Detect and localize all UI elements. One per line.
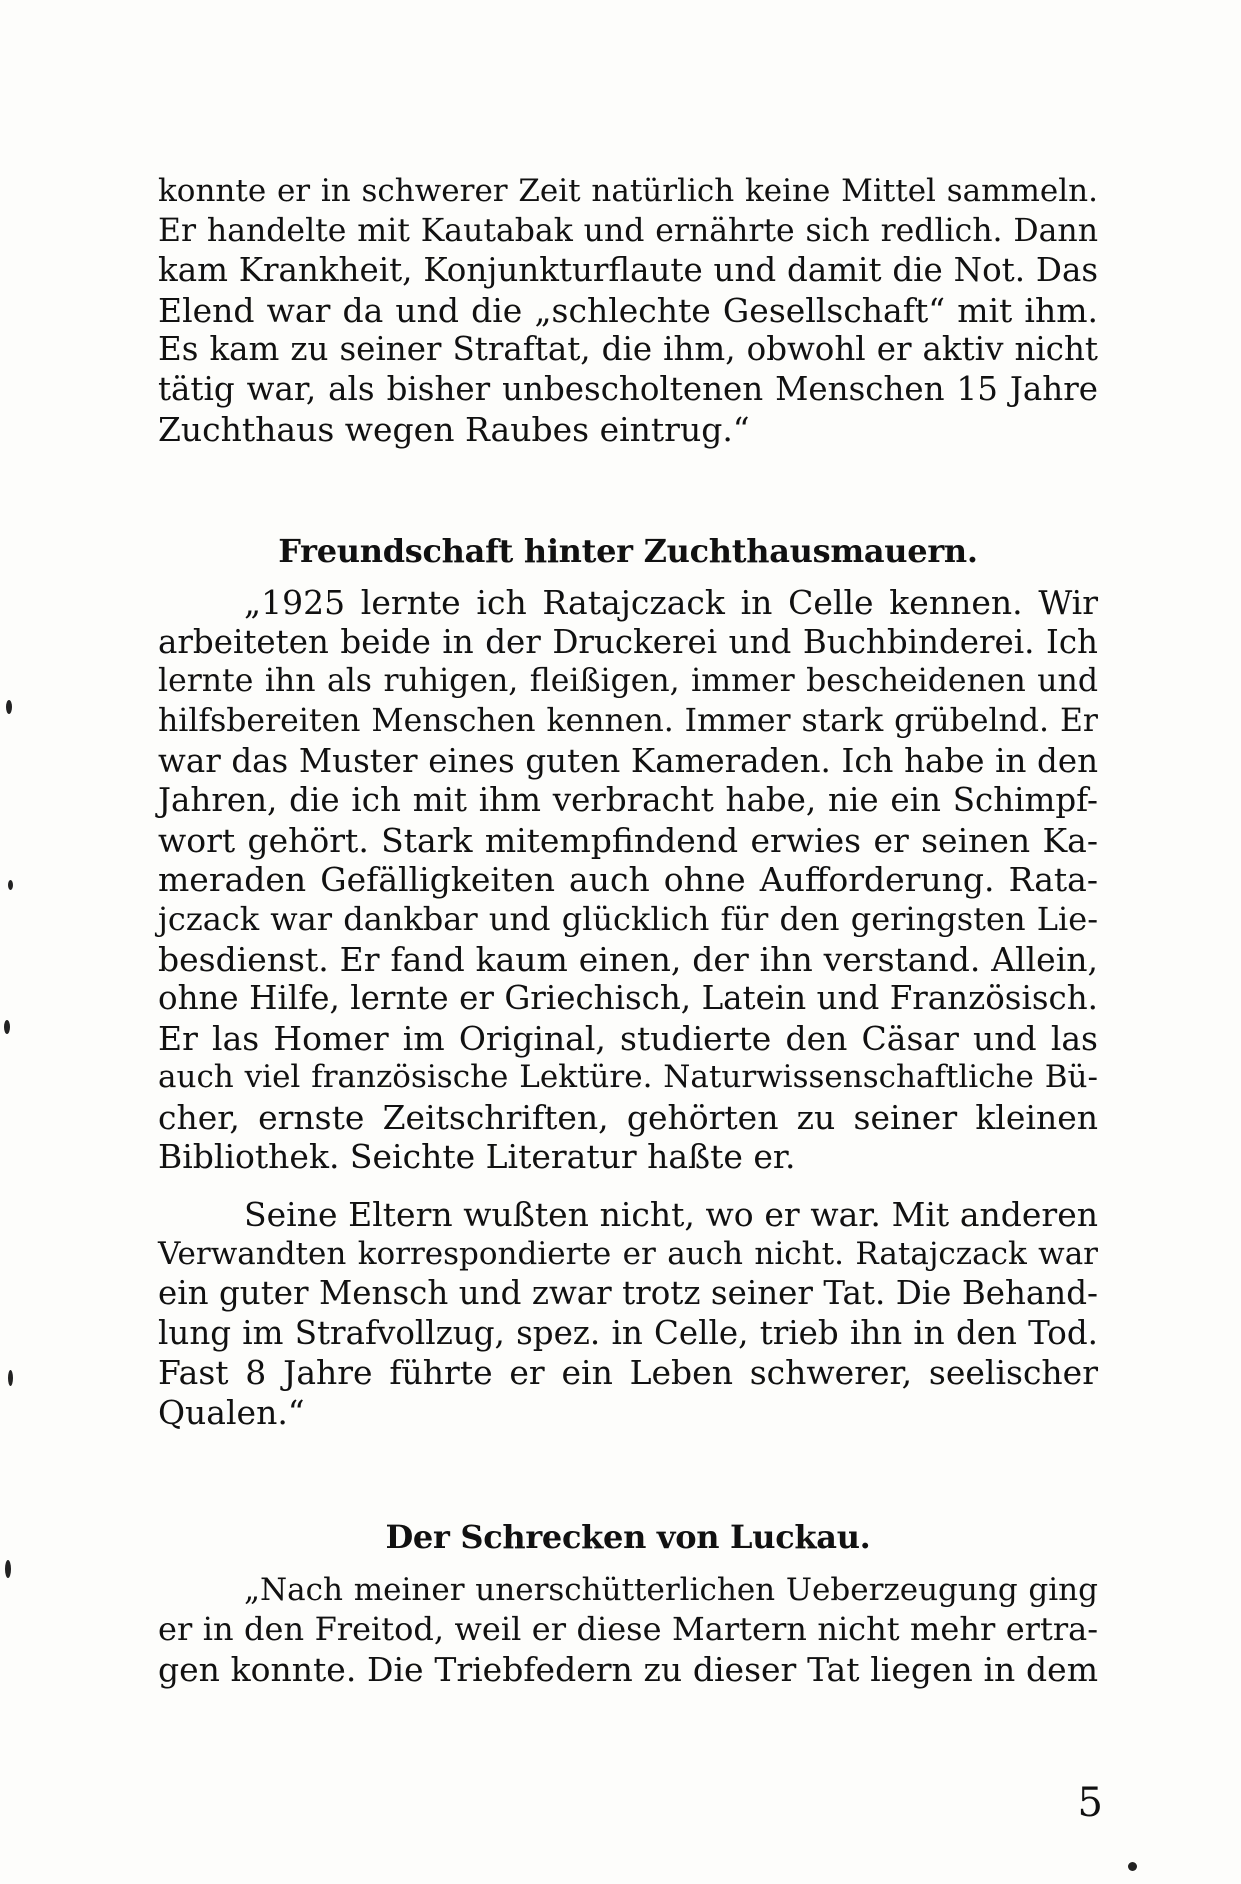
section-heading-friendship: Freundschaft hinter Zuchthausmauern. xyxy=(278,532,978,571)
scan-speck xyxy=(1128,1862,1137,1871)
text-line: „1925 lernte ich Ratajczack in Celle kennen. Wir xyxy=(244,583,1098,623)
text-line: Es kam zu seiner Straftat, die ihm, obwohl er aktiv nicht xyxy=(158,330,1098,369)
page-body xyxy=(158,172,1098,1689)
text-line: Bibliothek. Seichte Literatur haßte er. xyxy=(158,1137,796,1177)
text-line: kam Krankheit, Konjunkturflaute und damit die Not. Das xyxy=(158,251,1098,290)
paragraph-4 xyxy=(158,1571,1098,1690)
text-line: cher, ernste Zeitschriften, gehörten zu seiner kleinen xyxy=(158,1097,1098,1137)
text-line: Qualen.“ xyxy=(158,1393,305,1433)
text-line: tätig war, als bisher unbescholtenen Menschen 15 Jahre xyxy=(158,369,1098,408)
text-line: Jahren, die ich mit ihm verbracht habe, nie ein Schimpf- xyxy=(158,781,1098,820)
text-line: ohne Hilfe, lernte er Griechisch, Latein und Französisch. xyxy=(158,979,1098,1018)
text-line: Zuchthaus wegen Raubes eintrug.“ xyxy=(158,409,750,449)
text-line: konnte er in schwerer Zeit natürlich keine Mittel sammeln. xyxy=(158,173,1098,209)
scan-speck xyxy=(4,1020,10,1034)
text-line: lernte ihn als ruhigen, fleißigen, immer bescheidenen und xyxy=(158,663,1098,700)
text-line: meraden Gefälligkeiten auch ohne Aufforderung. Rata- xyxy=(158,860,1098,900)
text-line: ein guter Mensch und zwar trotz seiner Tat. Die Behand- xyxy=(158,1274,1098,1313)
text-line: war das Muster eines guten Kameraden. Ich habe in den xyxy=(158,741,1098,780)
text-line: jczack war dankbar und glücklich für den geringsten Lie- xyxy=(158,899,1098,938)
text-line: lung im Strafvollzug, spez. in Celle, trieb ihn in den Tod. xyxy=(158,1313,1098,1352)
text-line: auch viel französische Lektüre. Naturwissenschaftliche Bü- xyxy=(158,1059,1098,1096)
page-number: 5 xyxy=(1077,1780,1103,1826)
scan-speck xyxy=(8,1370,13,1386)
text-line: gen konnte. Die Triebfedern zu dieser Tat liegen in dem xyxy=(158,1649,1098,1689)
text-line: arbeiteten beide in der Druckerei und Buchbinderei. Ich xyxy=(158,622,1098,661)
text-line: er in den Freitod, weil er diese Martern nicht mehr ertra- xyxy=(158,1610,1098,1649)
scan-speck xyxy=(5,1560,11,1578)
paragraph-2 xyxy=(158,583,1098,1177)
text-line: Er las Homer im Original, studierte den Cäsar und las xyxy=(158,1018,1098,1058)
text-line: hilfsbereiten Menschen kennen. Immer stark grübelnd. Er xyxy=(158,702,1098,739)
text-line: Seine Eltern wußten nicht, wo er war. Mit anderen xyxy=(244,1195,1098,1235)
section-heading-luckau: Der Schrecken von Luckau. xyxy=(385,1517,871,1556)
paragraph-3 xyxy=(158,1195,1098,1433)
text-line: wort gehört. Stark mitempfindend erwies er seinen Ka- xyxy=(158,820,1098,860)
text-line: Elend war da und die „schlechte Gesellschaft“ mit ihm. xyxy=(158,290,1098,330)
text-line: besdienst. Er fand kaum einen, der ihn verstand. Allein, xyxy=(158,939,1098,979)
text-line: Fast 8 Jahre führte er ein Leben schwerer, seelischer xyxy=(158,1353,1098,1393)
paragraph-1 xyxy=(158,172,1098,449)
scan-speck xyxy=(6,700,12,714)
scan-speck xyxy=(8,880,13,890)
text-line: „Nach meiner unerschütterlichen Ueberzeugung ging xyxy=(244,1571,1098,1608)
text-line: Verwandten korrespondierte er auch nicht. Ratajczack war xyxy=(158,1235,1098,1272)
text-line: Er handelte mit Kautabak und ernährte sich redlich. Dann xyxy=(158,212,1098,249)
